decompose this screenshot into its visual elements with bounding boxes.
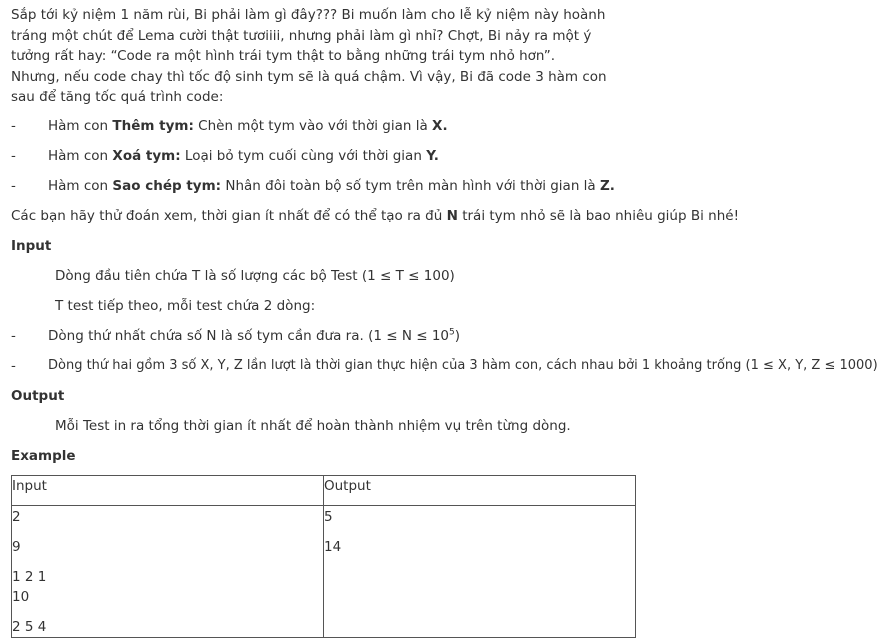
question-text	[11, 206, 739, 226]
output-line-1: Mỗi Test in ra tổng thời gian ít nhất để hoàn thành nhiệm vụ trên từng dòng.	[55, 418, 571, 434]
bullet-dash: -	[11, 358, 16, 374]
exponent: 5	[449, 327, 455, 338]
input-line-1: Dòng đầu tiên chứa T là số lượng các bộ Test (1 ≤ T ≤ 100)	[55, 268, 455, 284]
function-desc: Loại bỏ tym cuối cùng với thời gian	[180, 148, 427, 164]
example-table	[11, 475, 636, 638]
input-value: 1 2 1	[12, 569, 47, 585]
function-desc: Nhân đôi toàn bộ số tym trên màn hình với thời gian là	[221, 178, 600, 194]
input-bullet-text	[48, 326, 460, 346]
intro-line: Nhưng, nếu code chay thì tốc độ sinh tym sẽ là quá chậm. Vì vậy, Bi đã code 3 hàm con	[11, 68, 607, 85]
table-header-output	[324, 476, 636, 506]
input-heading: Input	[11, 238, 52, 254]
intro-line: tráng một chút để Lema cười thật tươiiii, nhưng phải làm gì nhỉ? Chợt, Bi nảy ra một ý	[11, 27, 592, 44]
input-bullet-main: Dòng thứ nhất chứa số N là số tym cần đưa ra. (1 ≤ N ≤ 10	[48, 328, 449, 344]
output-heading: Output	[11, 388, 65, 404]
function-description	[48, 176, 615, 196]
input-bullet-text: Dòng thứ hai gồm 3 số X, Y, Z lần lượt là thời gian thực hiện của 3 hàm con, cách nhau bởi 1 khoảng trống (1 ≤ X, Y, Z ≤ 1000)	[48, 358, 878, 373]
output-value: 14	[324, 539, 342, 555]
bullet-dash: -	[11, 178, 16, 194]
function-name: Xoá tym:	[112, 148, 181, 164]
function-var: X.	[432, 118, 448, 134]
function-description	[48, 146, 439, 166]
output-value: 5	[324, 509, 333, 525]
intro-line: sau để tăng tốc quá trình code:	[11, 89, 224, 105]
input-value: 2 5 4	[12, 619, 47, 635]
question-var: N	[446, 208, 458, 224]
table-header-input	[12, 476, 324, 506]
example-heading: Example	[11, 448, 76, 464]
output-cell	[324, 506, 636, 638]
input-cell	[12, 506, 324, 638]
bullet-dash: -	[11, 118, 16, 134]
question-after: trái tym nhỏ sẽ là bao nhiêu giúp Bi nhé!	[457, 208, 739, 224]
function-name: Thêm tym:	[112, 118, 194, 134]
input-value: 10	[12, 589, 30, 605]
header-output-label: Output	[324, 478, 371, 494]
function-description	[48, 116, 448, 136]
intro-paragraph	[11, 5, 607, 108]
input-value: 9	[12, 539, 21, 555]
function-prefix: Hàm con	[48, 178, 113, 194]
input-line-2: T test tiếp theo, mỗi test chứa 2 dòng:	[55, 298, 316, 314]
bullet-dash: -	[11, 148, 16, 164]
bullet-dash: -	[11, 328, 16, 344]
function-prefix: Hàm con	[48, 118, 113, 134]
header-input-label: Input	[12, 478, 47, 494]
function-prefix: Hàm con	[48, 148, 113, 164]
function-name: Sao chép tym:	[112, 178, 222, 194]
function-var: Y.	[426, 148, 439, 164]
table-row	[12, 476, 636, 506]
input-value: 2	[12, 509, 21, 525]
function-desc: Chèn một tym vào với thời gian là	[193, 118, 433, 134]
function-var: Z.	[600, 178, 615, 194]
intro-line: tưởng rất hay: “Code ra một hình trái tym thật to bằng những trái tym nhỏ hơn”.	[11, 48, 556, 64]
input-bullet-end: )	[454, 328, 461, 344]
intro-line: Sắp tới kỷ niệm 1 năm rùi, Bi phải làm gì đây??? Bi muốn làm cho lễ kỷ niệm này hoành	[11, 7, 606, 23]
table-row	[12, 506, 636, 638]
question-before: Các bạn hãy thử đoán xem, thời gian ít nhất để có thể tạo ra đủ	[11, 208, 447, 224]
